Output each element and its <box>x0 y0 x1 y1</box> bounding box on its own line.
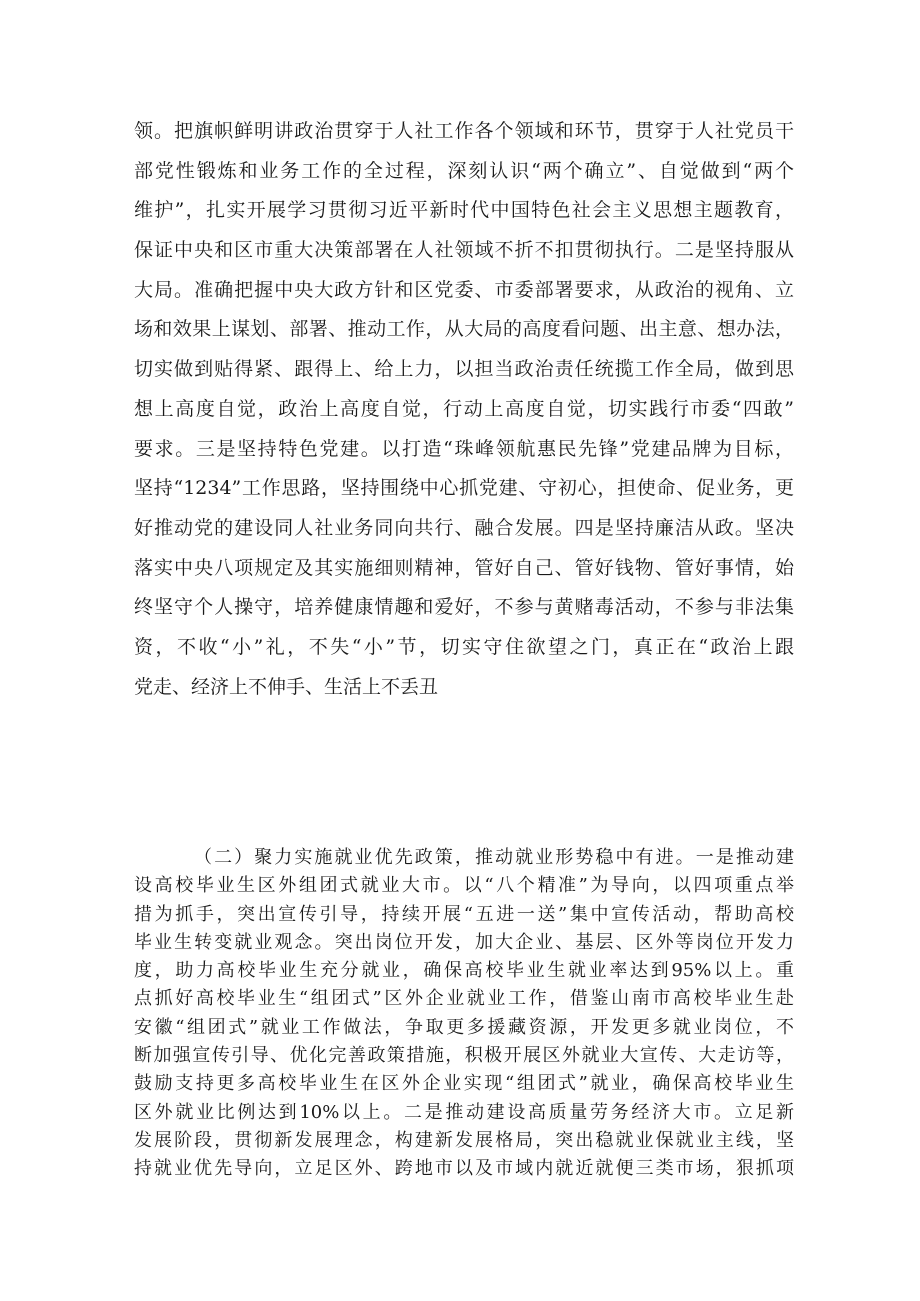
text-line: 坚持“1234”工作思路，坚持围绕中心抓党建、守初心，担使命、促业务，更 <box>134 477 794 500</box>
paragraph-political-leadership <box>134 112 794 707</box>
text-line: 措为抓手，突出宣传引导，持续开展“五进一送”集中宣传活动，帮助高校 <box>134 903 794 925</box>
text-line: 持就业优先导向，立足区外、跨地市以及市域内就近就便三类市场，狠抓项 <box>134 1158 794 1180</box>
text-line: 终坚守个人操守，培养健康情趣和爱好，不参与黄赌毒活动，不参与非法集 <box>134 596 794 619</box>
text-line: 好推动党的建设同人社业务同向共行、融合发展。四是坚持廉洁从政。坚决 <box>134 516 794 539</box>
text-line: 领。把旗帜鲜明讲政治贯穿于人社工作各个领域和环节，贯穿于人社党员干 <box>134 120 794 142</box>
text-line: 大局。准确把握中央大政方针和区党委、市委部署要求，从政治的视角、立 <box>134 278 794 301</box>
paragraph-employment-policy <box>134 844 794 1184</box>
text-line: 安徽“组团式”就业工作做法，争取更多援藏资源，开发更多就业岗位，不 <box>134 1016 794 1038</box>
text-line: 维护”，扎实开展学习贯彻习近平新时代中国特色社会主义思想主题教育， <box>134 199 794 222</box>
text-line: 落实中央八项规定及其实施细则精神，管好自己、管好钱物、管好事情，始 <box>134 556 794 579</box>
text-line: 发展阶段，贯彻新发展理念，构建新发展格局，突出稳就业保就业主线，坚 <box>134 1129 794 1151</box>
text-line: 场和效果上谋划、部署、推动工作，从大局的高度看问题、出主意、想办法， <box>134 318 794 341</box>
text-line: 鼓励支持更多高校毕业生在区外企业实现“组团式”就业，确保高校毕业生 <box>134 1073 794 1095</box>
text-line: 度，助力高校毕业生充分就业，确保高校毕业生就业率达到95%以上。重 <box>134 960 794 982</box>
text-line: 要求。三是坚持特色党建。以打造“珠峰领航惠民先锋”党建品牌为目标， <box>134 437 794 460</box>
text-line: 党走、经济上不伸手、生活上不丢丑 <box>134 675 439 698</box>
text-line: 部党性锻炼和业务工作的全过程，深刻认识“两个确立”、自觉做到“两个 <box>134 159 794 182</box>
text-line: 毕业生转变就业观念。突出岗位开发，加大企业、基层、区外等岗位开发力 <box>134 931 794 953</box>
text-line: 设高校毕业生区外组团式就业大市。以“八个精准”为导向，以四项重点举 <box>134 875 794 897</box>
text-line: 想上高度自觉，政治上高度自觉，行动上高度自觉，切实践行市委“四敢” <box>134 397 794 420</box>
text-line: 点抓好高校毕业生“组团式”区外企业就业工作，借鉴山南市高校毕业生赴 <box>134 988 794 1010</box>
text-line: 区外就业比例达到10%以上。二是推动建设高质量劳务经济大市。立足新 <box>134 1101 794 1123</box>
text-line: 断加强宣传引导、优化完善政策措施，积极开展区外就业大宣传、大走访等， <box>134 1045 794 1067</box>
section-heading-line: （二）聚力实施就业优先政策，推动就业形势稳中有进。一是推动建 <box>194 847 794 868</box>
text-line: 切实做到贴得紧、跟得上、给上力，以担当政治责任统揽工作全局，做到思 <box>134 358 794 381</box>
text-line: 保证中央和区市重大决策部署在人社领域不折不扣贯彻执行。二是坚持服从 <box>134 239 794 262</box>
text-line: 资，不收“小”礼，不失“小”节，切实守住欲望之门，真正在“政治上跟 <box>134 635 794 658</box>
